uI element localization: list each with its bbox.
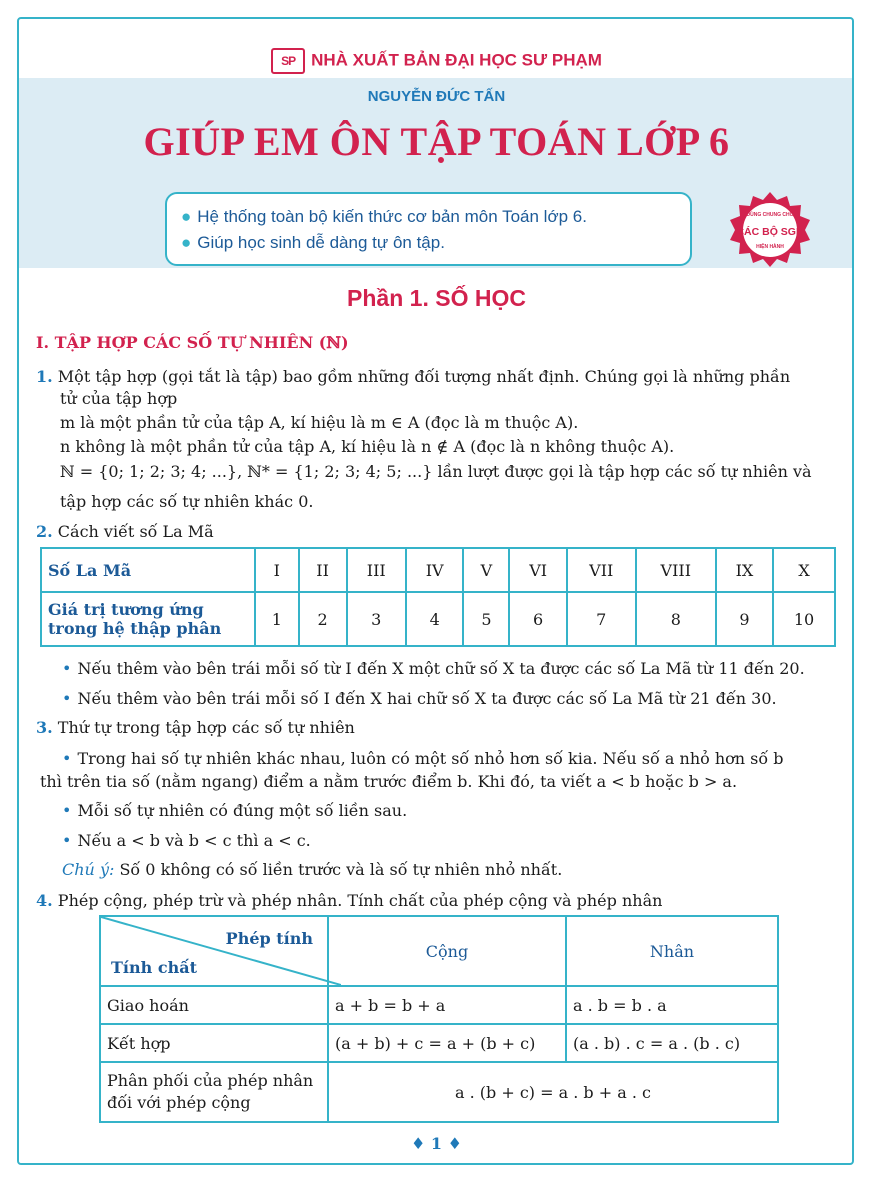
decimal-cell: 4 [406, 592, 463, 646]
mul-formula: (a . b) . c = a . (b . c) [566, 1024, 778, 1062]
property-cell: Kết hợp [100, 1024, 328, 1062]
decimal-cell: 9 [716, 592, 773, 646]
mul-formula: a . b = b . a [566, 986, 778, 1024]
summary-box [165, 192, 692, 266]
roman-cell: II [299, 548, 347, 592]
item1-line: 1. Một tập hợp (gọi tắt là tập) bao gồm những đối tượng nhất định. Chúng gọi là những phần [36, 367, 791, 386]
decimal-cell: 3 [347, 592, 406, 646]
roman-cell: III [347, 548, 406, 592]
publisher [0, 48, 873, 74]
summary-bullet: ● Hệ thống toàn bộ kiến thức cơ bản môn Toán lớp 6. [181, 207, 587, 226]
publisher-logo: SP [271, 48, 305, 74]
decimal-cell: 7 [567, 592, 636, 646]
table-row [100, 916, 778, 986]
item3-paragraph: • Trong hai số tự nhiên khác nhau, luôn có một số nhỏ hơn số kia. Nếu số a nhỏ hơn số b [62, 749, 784, 768]
item1-line: tập hợp các số tự nhiên khác 0. [60, 492, 314, 511]
table-row [100, 986, 778, 1024]
decimal-cell: 5 [463, 592, 509, 646]
operations-table [99, 915, 779, 1123]
section-heading: I. TẬP HỢP CÁC SỐ TỰ NHIÊN (ℕ) [36, 333, 349, 352]
part-title: Phần 1. SỐ HỌC [347, 285, 526, 311]
table-row [100, 1062, 778, 1122]
table-row [41, 548, 835, 592]
add-formula: a + b = b + a [328, 986, 566, 1024]
item3-bullet: • Mỗi số tự nhiên có đúng một số liền sau. [62, 801, 408, 820]
item1-line: ℕ = {0; 1; 2; 3; 4; ...}, ℕ* = {1; 2; 3; 4; 5; ...} lần lượt được gọi là tập hợp các số tự nhiên và [60, 462, 812, 481]
item3-note: Chú ý: Số 0 không có số liền trước và là số tự nhiên nhỏ nhất. [62, 860, 563, 879]
item3-title: 3. Thứ tự trong tập hợp các số tự nhiên [36, 718, 355, 737]
roman-cell: V [463, 548, 509, 592]
item3-paragraph: thì trên tia số (nằm ngang) điểm a nằm trước điểm b. Khi đó, ta viết a < b hoặc b > a. [40, 772, 738, 791]
item1-line: m là một phần tử của tập A, kí hiệu là m ∈ A (đọc là m thuộc A). [60, 413, 579, 432]
item1-line: tử của tập hợp [60, 389, 178, 408]
roman-cell: I [255, 548, 299, 592]
roman-cell: VIII [636, 548, 716, 592]
property-cell: Phân phối của phép nhân đối với phép cộng [100, 1062, 328, 1122]
corner-bottom-label: Tính chất [111, 958, 197, 977]
col-header-add: Cộng [328, 916, 566, 986]
roman-cell: VII [567, 548, 636, 592]
summary-bullet: ● Giúp học sinh dễ dàng tự ôn tập. [181, 233, 445, 252]
roman-cell: IX [716, 548, 773, 592]
item1-line: n không là một phần tử của tập A, kí hiệu là n ∉ A (đọc là n không thuộc A). [60, 437, 675, 456]
roman-row-head: Số La Mã [41, 548, 255, 592]
publisher-name: NHÀ XUẤT BẢN ĐẠI HỌC SƯ PHẠM [311, 50, 602, 70]
corner-top-label: Phép tính [225, 929, 313, 948]
roman-note: • Nếu thêm vào bên trái mỗi số I đến X hai chữ số X ta được các số La Mã từ 21 đến 30. [62, 689, 777, 708]
badge-main: CÁC BỘ SGK [736, 226, 804, 238]
book-title: GIÚP EM ÔN TẬP TOÁN LỚP 6 [143, 119, 730, 164]
badge-bottom: HIỆN HÀNH [756, 244, 784, 250]
decimal-row-head: Giá trị tương ứng trong hệ thập phân [41, 592, 255, 646]
roman-cell: IV [406, 548, 463, 592]
decimal-cell: 6 [509, 592, 566, 646]
roman-cell: X [773, 548, 835, 592]
corner-header [100, 916, 328, 986]
roman-note: • Nếu thêm vào bên trái mỗi số từ I đến X một chữ số X ta được các số La Mã từ 11 đến 20. [62, 659, 805, 678]
decimal-cell: 10 [773, 592, 835, 646]
add-formula: (a + b) + c = a + (b + c) [328, 1024, 566, 1062]
item2-title: 2. Cách viết số La Mã [36, 522, 214, 541]
decimal-cell: 8 [636, 592, 716, 646]
dist-formula: a . (b + c) = a . b + a . c [328, 1062, 778, 1122]
col-header-mul: Nhân [566, 916, 778, 986]
property-cell: Giao hoán [100, 986, 328, 1024]
decimal-cell: 2 [299, 592, 347, 646]
item4-title: 4. Phép cộng, phép trừ và phép nhân. Tính chất của phép cộng và phép nhân [36, 891, 663, 910]
table-row [100, 1024, 778, 1062]
item3-bullet: • Nếu a < b và b < c thì a < c. [62, 831, 311, 850]
table-row [41, 592, 835, 646]
roman-cell: VI [509, 548, 566, 592]
roman-table [40, 547, 836, 647]
badge-top: DÙNG CHUNG CHO [746, 212, 794, 218]
author: NGUYỄN ĐỨC TẤN [367, 88, 506, 105]
page-number: ♦ 1 ♦ [411, 1134, 462, 1153]
sgk-badge [728, 190, 812, 268]
decimal-cell: 1 [255, 592, 299, 646]
